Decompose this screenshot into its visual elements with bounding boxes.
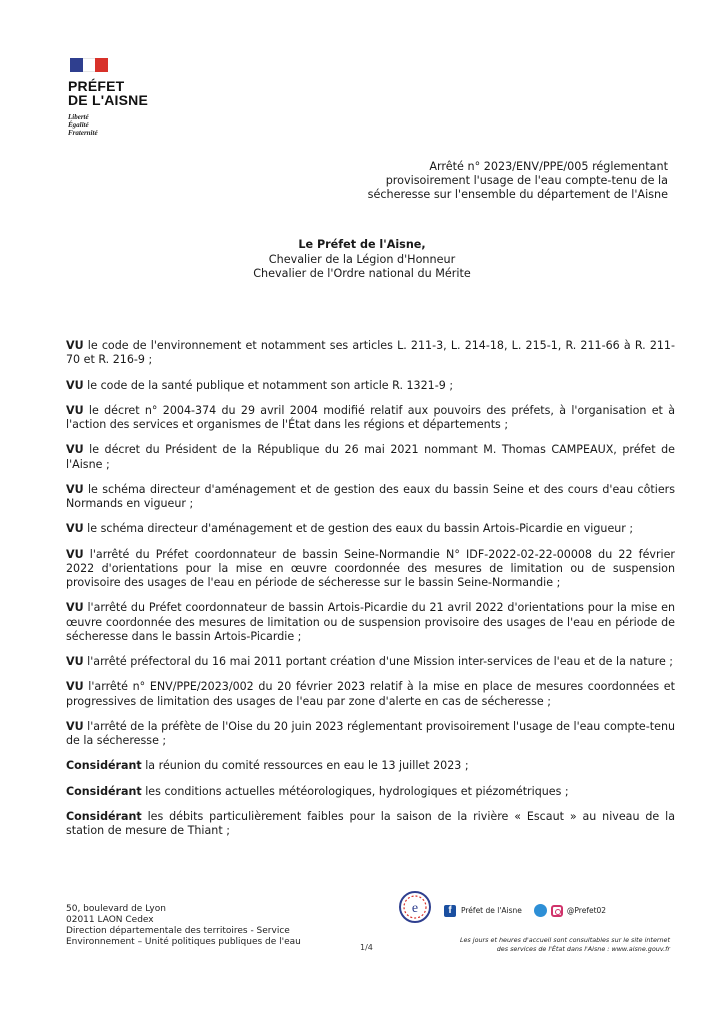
document-body: [66, 339, 675, 847]
paragraph: [66, 404, 675, 432]
prefet-honour-1: Chevalier de la Légion d'Honneur: [268, 252, 456, 266]
paragraph: [66, 601, 675, 644]
footer-info-line1: Les jours et heures d'accueil sont consultables sur le site internet: [459, 936, 670, 944]
paragraph-text: l'arrêté préfectoral du 16 mai 2011 portant création d'une Mission inter-services de l'eau et de la nature ;: [83, 655, 674, 668]
paragraph-text: le décret n° 2004-374 du 29 avril 2004 modifié relatif aux pouvoirs des préfets, à l'organisation et à l'action des services et organismes de l'État dans les régions et départements ;: [66, 403, 675, 431]
social-links: [444, 904, 606, 917]
paragraph-lead: Considérant: [66, 784, 142, 798]
paragraph: [66, 483, 675, 511]
address-city: 02011 LAON Cedex: [66, 915, 154, 925]
paragraph-text: le schéma directeur d'aménagement et de gestion des eaux du bassin Artois-Picardie en vigueur ;: [83, 522, 634, 536]
paragraph-text: les conditions actuelles météorologiques, hydrologiques et piézométriques ;: [141, 784, 569, 798]
paragraph: [66, 720, 675, 748]
marianne-emblem-icon: [398, 890, 432, 924]
motto-fraternite: Fraternité: [68, 129, 98, 137]
paragraph: [66, 379, 675, 393]
paragraph-lead: VU: [66, 403, 84, 417]
paragraph-text: le décret du Président de la République du 26 mai 2021 nommant M. Thomas CAMPEAUX, préfet de l'Aisne ;: [66, 443, 675, 471]
paragraph-text: la réunion du comité ressources en eau le 13 juillet 2023 ;: [141, 759, 469, 773]
paragraph: [66, 548, 675, 591]
prefet-honour-2: Chevalier de l'Ordre national du Mérite: [253, 267, 471, 280]
republic-motto: [68, 113, 188, 137]
twitter-icon: [534, 904, 547, 917]
paragraph-lead: VU: [66, 482, 84, 496]
paragraph-lead: VU: [66, 719, 84, 733]
prefecture-name: [68, 79, 188, 107]
paragraph-text: le schéma directeur d'aménagement et de gestion des eaux du bassin Seine et des cours d'eau côtiers Normands en vigueur ;: [66, 482, 675, 510]
paragraph-lead: Considérant: [66, 759, 142, 773]
paragraph-lead: VU: [66, 680, 84, 694]
prefecture-logo: [68, 58, 188, 137]
paragraph: [66, 443, 675, 471]
paragraph: [66, 759, 675, 773]
paragraph-lead: VU: [66, 378, 84, 392]
paragraph-lead: Considérant: [66, 809, 142, 823]
paragraph-lead: VU: [66, 339, 84, 352]
paragraph-text: l'arrêté du Préfet coordonnateur de bassin Seine-Normandie N° IDF-2022-02-22-00008 du 22 février 2022 d'orientations pour la mise en œuvre coordonnée des mesures de limitation ou de suspension provisoire des usages de l'eau en période de sécheresse sur le bassin Seine-Normandie ;: [66, 547, 675, 589]
svg-text:e: e: [411, 901, 419, 916]
arrete-title: [338, 160, 668, 202]
arrete-title-line3: sécheresse sur l'ensemble du département de l'Aisne: [367, 188, 668, 201]
paragraph-lead: VU: [66, 601, 84, 615]
prefecture-name-line1: PRÉFET: [68, 78, 125, 94]
address-street: 50, boulevard de Lyon: [66, 904, 166, 914]
address-direction: Direction départementale des territoires - Service: [66, 926, 290, 936]
paragraph-lead: VU: [66, 655, 84, 668]
footer-info-line2: des services de l'État dans l'Aisne : www.aisne.gouv.fr: [496, 945, 670, 953]
paragraph: [66, 785, 675, 799]
footer-info: [410, 936, 670, 954]
instagram-icon: [551, 905, 563, 917]
arrete-title-line2: provisoirement l'usage de l'eau compte-tenu de la: [385, 174, 668, 187]
prefecture-name-line2: DE L'AISNE: [68, 92, 149, 108]
facebook-icon: f: [444, 905, 456, 917]
paragraph-text: l'arrêté de la préfète de l'Oise du 20 juin 2023 réglementant provisoirement l'usage de l'eau compte-tenu de la sécheresse ;: [66, 719, 675, 747]
paragraph: [66, 522, 675, 536]
paragraph-lead: VU: [66, 443, 84, 457]
paragraph-text: le code de l'environnement et notamment ses articles L. 211-3, L. 214-18, L. 215-1, R. 211-66 à R. 211-70 et R. 216-9 ;: [66, 339, 675, 367]
arrete-title-line1: Arrêté n° 2023/ENV/PPE/005 réglementant: [429, 160, 668, 173]
paragraph-text: l'arrêté n° ENV/PPE/2023/002 du 20 février 2023 relatif à la mise en place de mesures coordonnées et progressives de limitation des usages de l'eau par zone d'alerte en cas de sécheresse ;: [66, 680, 675, 708]
footer-address: [66, 904, 301, 948]
paragraph-text: l'arrêté du Préfet coordonnateur de bassin Artois-Picardie du 21 avril 2022 d'orientations pour la mise en œuvre coordonnée des mesures de limitation ou de suspension provisoire des usages de l'eau en période de sécheresse dans le bassin Artois-Picardie ;: [66, 601, 675, 643]
page-number: 1/4: [360, 943, 373, 952]
facebook-label: Préfet de l'Aisne: [461, 906, 522, 915]
motto-liberte: Liberté: [68, 113, 89, 121]
paragraph-text: les débits particulièrement faibles pour la saison de la rivière « Escaut » au niveau de la station de mesure de Thiant ;: [66, 809, 675, 838]
marianne-flag-icon: [70, 58, 108, 72]
paragraph: [66, 655, 675, 669]
paragraph: [66, 339, 675, 367]
prefet-heading: Le Préfet de l'Aisne,: [298, 238, 426, 251]
paragraph-lead: VU: [66, 547, 84, 561]
paragraph-lead: VU: [66, 522, 84, 536]
motto-egalite: Égalité: [68, 121, 89, 129]
address-unit: Environnement – Unité politiques publiques de l'eau: [66, 937, 301, 947]
paragraph: [66, 810, 675, 838]
prefet-titles: [0, 238, 724, 282]
paragraph: [66, 680, 675, 708]
paragraph-text: le code de la santé publique et notamment son article R. 1321-9 ;: [83, 378, 454, 392]
social-handle: @Prefet02: [566, 906, 607, 915]
